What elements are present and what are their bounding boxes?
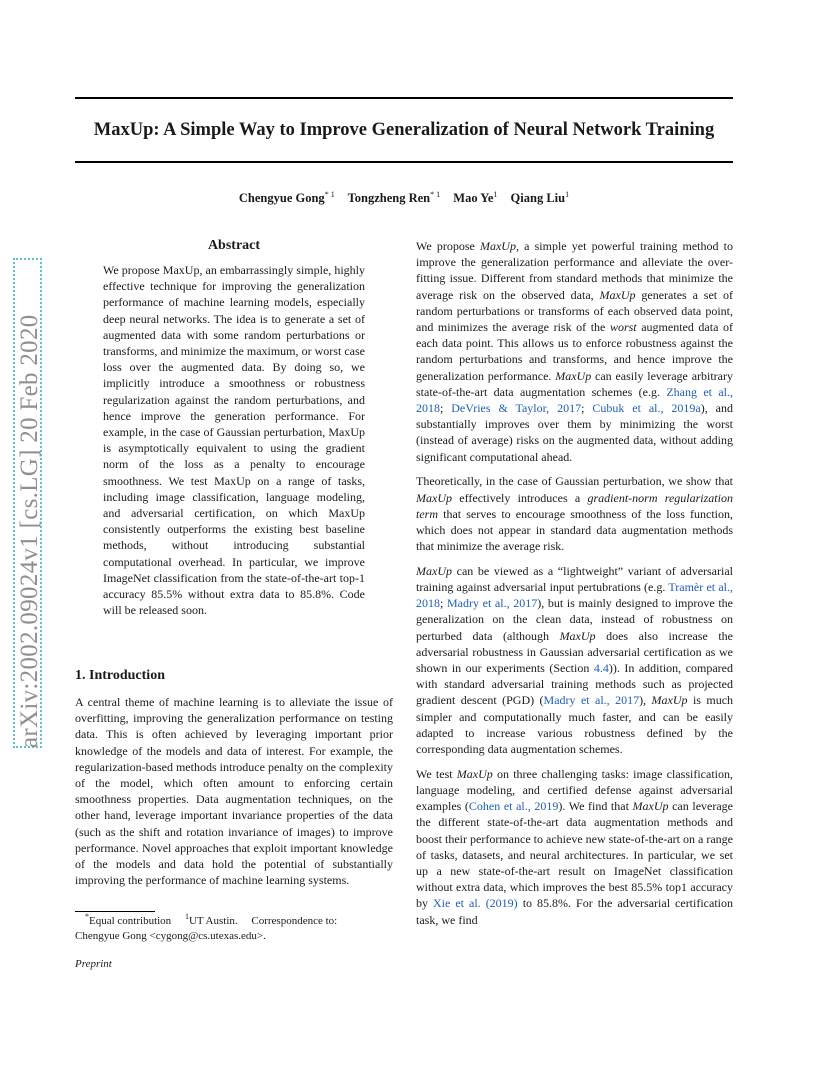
text-run: effectively introduces a <box>452 490 588 505</box>
citation-link[interactable]: Zhang et al., 2018 <box>416 384 733 416</box>
paragraph-maxup-proposal <box>416 238 733 465</box>
text-run: can be viewed as a “lightweight” variant of adversarial training against adversarial input pertubrations (e.g. <box>416 563 733 595</box>
footnote-affiliation: UT Austin. <box>188 915 238 927</box>
footnote <box>75 914 393 944</box>
paper-title: MaxUp: A Simple Way to Improve Generalization of Neural Network Training <box>93 120 715 140</box>
introduction-text: A central theme of machine learning is to alleviate the issue of overfitting, improving the generalization performance on testing data. This is often achieved by leveraging important prior knowledge of the models and data of interest. For example, the regularization-based methods introduce penalty on the complexity of the model, which often amount to enforcing certain smoothness properties. Data augmentation techniques, on the other hand, leverage important invariance properties of the data (such as the shift and rotation invariance of images) to improve performance. Novel approaches that exploit important knowledge of the models and data hold the potential of substantially improving the performance of machine learning systems. <box>75 695 393 888</box>
text-run: ), and substantially improves over them by minimizing the worst (instead of average) risks on the augmented data, without adding significant computational ahead. <box>416 401 733 464</box>
method-name: MaxUp <box>456 766 493 781</box>
title-rule-top <box>75 97 733 99</box>
footnote-equal-contribution: Equal contribution <box>89 915 172 927</box>
affiliation-mark: 1 <box>184 912 189 921</box>
text-run: ; <box>440 596 447 611</box>
method-name: MaxUp <box>651 693 688 708</box>
method-name: MaxUp <box>555 368 592 383</box>
citation-link[interactable]: Madry et al., 2017 <box>543 693 640 708</box>
text-run: can easily leverage arbitrary state-of-the-art data augmentation schemes (e.g. <box>416 368 733 399</box>
paragraph-experiments <box>416 766 733 928</box>
paragraph-adversarial <box>416 563 733 757</box>
footnote-correspondence-contact: Chengyue Gong <cygong@cs.utexas.edu>. <box>75 930 266 942</box>
author-name: Qiang Liu <box>510 191 566 205</box>
text-run: ; <box>440 401 452 416</box>
abstract-text: We propose MaxUp, an embarrassingly simple, highly effective technique for improving the generalization performance of machine learning models, especially deep neural networks. The idea is to generate a set of augmented data with some random perturbations or transforms, and minimize the maximum, or worst case loss over the augmented data. By doing so, we implicitly introduce a smoothness or robustness regularization against the random perturbations, and hence improve the generation performance. For example, in the case of Gaussian perturbation, MaxUp is asymptotically equivalent to using the gradient norm of the loss as a penalty to encourage smoothness. We test MaxUp on a range of tasks, including image classification, language modeling, and adversarial certification, on which MaxUp consistently outperforms the existing best baseline methods, without introducing substantial computational overhead. In particular, we improve ImageNet classification from the state-of-the-art top-1 accuracy 85.5% without extra data to 85.8%. Code will be released soon. <box>103 263 365 618</box>
text-run: that serves to encourage smoothness of the loss function, which does not appear in standard data augmentation methods that minimize the average risk. <box>416 506 733 554</box>
method-name: MaxUp <box>416 563 452 578</box>
text-run: is much simpler and computationally much faster, and can be easily adapted to increase various robustness defined by the corresponding data augmentation schemes. <box>416 693 734 757</box>
footnote-correspondence-label: Correspondence to: <box>251 915 338 927</box>
citation-link[interactable]: Tramèr et al., 2018 <box>416 580 733 611</box>
author-affiliation-mark: 1 <box>565 190 570 199</box>
author-affiliation-mark: 1 <box>493 190 498 199</box>
emphasis: gradient-norm regularization term <box>416 490 733 521</box>
text-run: ). We find that <box>558 799 633 814</box>
text-run: )). In addition, compared with standard adversarial training methods such as projected gradient descent (PGD) ( <box>416 661 733 708</box>
method-name: MaxUp <box>479 239 516 253</box>
text-run: on three challenging tasks: image classification, language modeling, and certified defense against adversarial examples ( <box>416 766 733 814</box>
emphasis: worst <box>609 320 637 335</box>
preprint-label: Preprint <box>75 958 112 970</box>
section-link[interactable]: 4.4 <box>593 661 609 676</box>
right-column <box>416 238 733 936</box>
text-run: Theoretically, in the case of Gaussian perturbation, we show that <box>416 474 733 489</box>
equal-contribution-mark: * <box>85 912 89 921</box>
text-run: to 85.8%. For the adversarial certification task, we find <box>416 896 734 927</box>
author-name: Mao Ye <box>453 191 494 205</box>
abstract-heading: Abstract <box>207 238 261 253</box>
introduction-heading: 1. Introduction <box>75 668 165 683</box>
method-name: MaxUp <box>559 628 596 643</box>
text-run: augmented data of each data point. This allows us to enforce robustness against the random perturbations and transforms, and hence improve the generalization performance. <box>416 320 733 383</box>
text-run: can leverage the different state-of-the-art data augmentation methods and boost their performance to achieve new state-of-the-art on a range of tasks, datasets, and neural architectures. In particular, we set up a new state-of-the-art result on ImageNet classification without extra data, which improves the best 85.5% top1 accuracy by <box>416 799 733 911</box>
text-run: generates a set of random perturbations or transforms of each observed data point, and minimizes the average risk of the <box>416 287 733 335</box>
text-run: , a simple yet powerful training method to improve the generalization performance and alleviate the over-fitting issue. Different from standard methods that minimize the average risk on the observed data, <box>416 239 733 302</box>
author-name: Chengyue Gong <box>238 191 325 205</box>
text-run: ; <box>581 401 593 416</box>
text-run: does also increase the adversarial robustness in Gaussian adversarial certification as we shown in our experiments (Section <box>416 628 733 676</box>
title-rule-bottom <box>75 161 733 163</box>
text-run: We propose <box>416 239 480 253</box>
citation-link[interactable]: Cubuk et al., 2019a <box>592 401 701 416</box>
paragraph-theory <box>416 473 733 554</box>
method-name: MaxUp <box>632 799 669 814</box>
text-run: ), <box>639 693 652 708</box>
author-list <box>75 188 733 208</box>
text-run: ), but is mainly designed to improve the generalization on the clean data, instead of robustness on perturbed data (although <box>416 596 733 643</box>
author-affiliation-mark: * 1 <box>430 190 441 199</box>
arxiv-identifier-stamp[interactable]: arXiv:2002.09024v1 [cs.LG] 20 Feb 2020 <box>16 314 43 748</box>
text-run: We test <box>416 766 457 781</box>
author-affiliation-mark: * 1 <box>324 190 335 199</box>
method-name: MaxUp <box>416 490 452 505</box>
citation-link[interactable]: Madry et al., 2017 <box>446 596 538 611</box>
citation-link[interactable]: Cohen et al., 2019 <box>468 799 559 814</box>
author-name: Tongzheng Ren <box>347 191 431 205</box>
method-name: MaxUp <box>599 287 636 302</box>
citation-link[interactable]: Xie et al. (2019) <box>433 896 518 911</box>
citation-link[interactable]: DeVries & Taylor, 2017 <box>451 401 582 416</box>
